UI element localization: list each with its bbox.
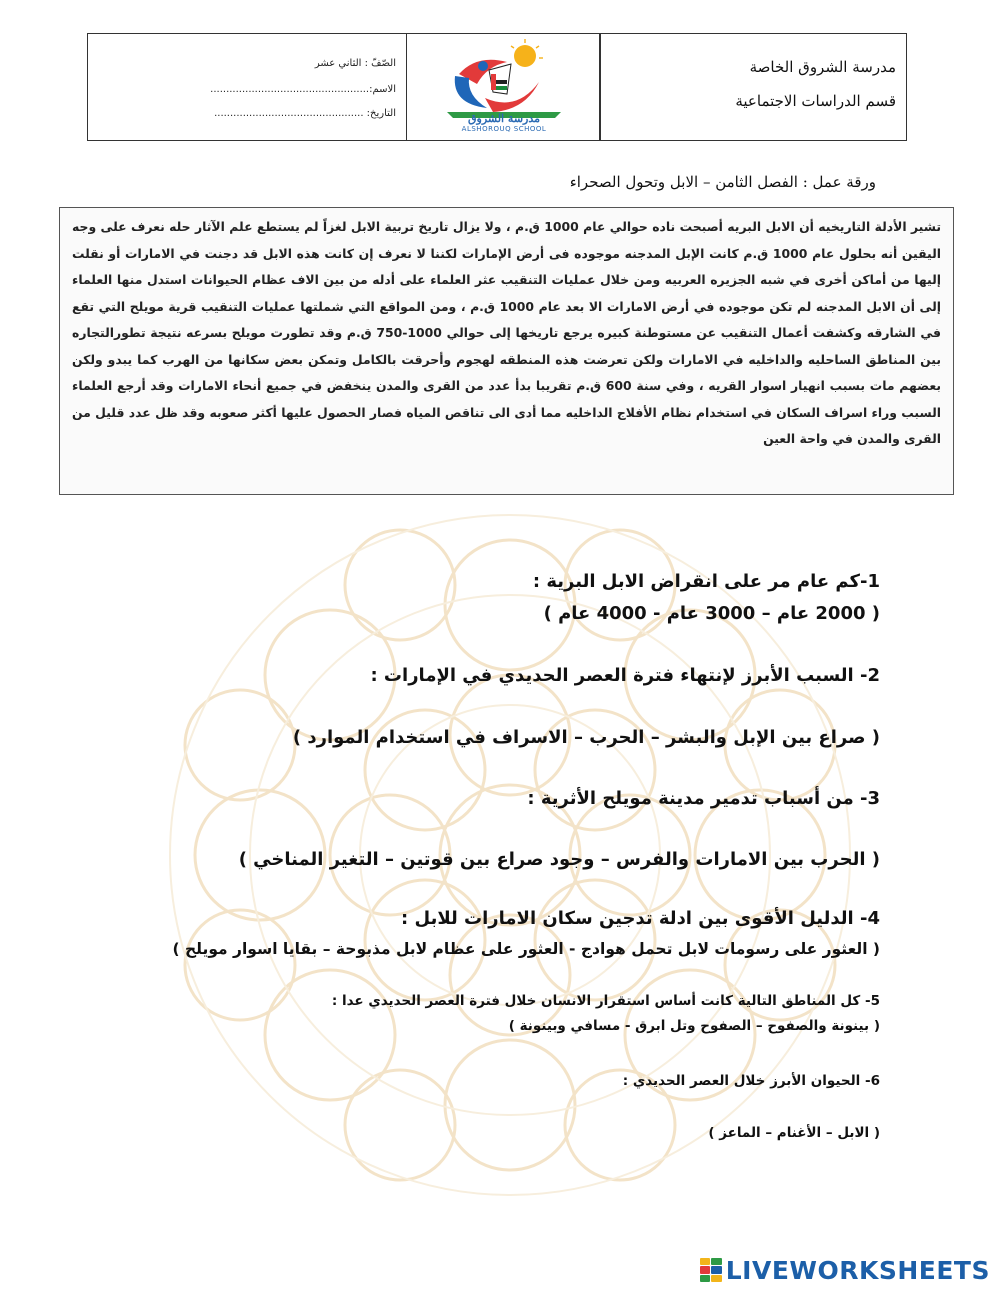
question-6: 6- الحيوان الأبرز خلال العصر الحديدي :: [622, 1073, 880, 1089]
question-4-options[interactable]: ( العثور على رسومات لابل تحمل هوادج - العثور على عظام لابل مذبوحة – بقايا اسوار مويلح ): [172, 940, 880, 958]
question-1: 1-كم عام مر على انقراض الابل البرية :: [532, 571, 880, 592]
header-table: [87, 33, 907, 141]
question-5-options[interactable]: ( بينونة والصفوح – الصفوح وتل ابرق - مسافي وبينونة ): [508, 1018, 880, 1034]
question-2-options[interactable]: ( صراع بين الإبل والبشر – الحرب – الاسراف في استخدام الموارد ): [292, 727, 880, 748]
student-info-cell: [88, 34, 406, 140]
question-3: 3- من أسباب تدمير مدينة مويلح الأثرية :: [527, 788, 880, 809]
question-3-options[interactable]: ( الحرب بين الامارات والفرس – وجود صراع بين قوتين – التغير المناخي ): [238, 849, 880, 870]
school-info-cell: [600, 34, 906, 140]
grade-label: الصّفّ : الثاني عشر: [314, 58, 396, 69]
liveworksheets-text[interactable]: LIVEWORKSHEETS: [725, 1255, 990, 1285]
liveworksheets-brand: [700, 1255, 990, 1285]
reading-passage-text: تشير الأدلة التاريخيه أن الابل البريه أصبحت ناده حوالي عام 1000 ق.م ، ولا يزال تاريخ تربية الابل لغزاً لم يستطع علم الآثار حله نعرف على وجه اليقين أنه بحلول عام 1000 ق.م كانت الإبل المدجنه موجوده فى أرض الإمارات لكننا لا نعرف إن كانت هذه الابل قد دجنت في الامارات أو نقلت إليها من أماكن أخرى في شبه الجزيره العربيه ومن خلال عمليات التنقيب عثر العلماء على أدله من بين الاف عظام الحيوانات استدل منها العلماء إلى أن الابل المدجنه لم تكن موجوده في أرض الامارات الا بعد عام 1000 ق.م ، ومن المواقع التي شملتها عمليات التنقيب قرية مويلح التي تقع في الشارقه وكشفت أعمال التنقيب عن مستوطنة كبيره يرجع تاريخها إلى حوالي 1000-750 ق.م وقد تطورت مويلح بسرعه نتيجة تطورالتجاره بين المناطق الساحليه والداخليه في الامارات ولكن تعرضت هذه المنطقه لهجوم وأحرقت بالكامل وتمكن بعض سكانها من الهرب كما يبدو ولكن بعضهم مات بسبب انهيار اسوار القريه ، وفي سنة 600 ق.م تقريبا بدأ عدد من القرى والمدن ينخفض في جميع أنحاء الامارات وقد أرجع العلماء السبب وراء اسراف السكان في استخدام نظام الأفلاج الداخليه مما أدى الى تناقص المياه فصار الحصول عليها أكثر صعوبه وقد ظل عدد قليل من القرى والمدن في واحة العين: [72, 219, 941, 446]
question-4: 4- الدليل الأقوى بين ادلة تدجين سكان الامارات للابل :: [401, 908, 880, 929]
question-2: 2- السبب الأبرز لإنتهاء فترة العصر الحديدي في الإمارات :: [370, 665, 880, 686]
logo-cell: [406, 34, 600, 140]
school-name: مدرسة الشروق الخاصة: [749, 58, 896, 76]
question-6-options[interactable]: ( الابل – الأغنام – الماعز ): [708, 1125, 880, 1141]
worksheet-title: ورقة عمل : الفصل الثامن – الابل وتحول الصحراء: [569, 173, 876, 191]
logo-english-text: ALSHOROUQ SCHOOL: [461, 125, 547, 133]
question-5: 5- كل المناطق التالية كانت أساس استقرار الانسان خلال فترة العصر الحديدي عدا :: [331, 993, 880, 1009]
logo-arabic-text: مدرسة الشروق: [467, 112, 541, 125]
question-1-options[interactable]: ( 2000 عام – 3000 عام - 4000 عام ): [543, 603, 880, 624]
liveworksheets-logo-icon: [700, 1258, 722, 1282]
department-name: قسم الدراسات الاجتماعية: [735, 92, 896, 110]
reading-passage-box: [59, 207, 954, 495]
name-field[interactable]: الاسم:..................................................: [210, 84, 396, 95]
date-field[interactable]: التاريخ: ...............................................: [214, 108, 396, 119]
